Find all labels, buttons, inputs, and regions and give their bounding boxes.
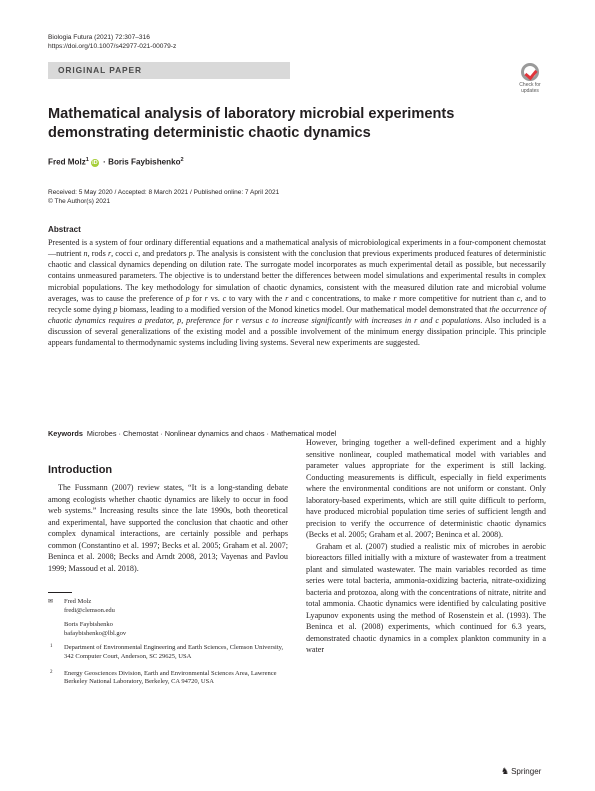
keywords-label: Keywords: [48, 429, 83, 438]
author-name[interactable]: Fred Molz: [48, 157, 86, 167]
affiliation-sup: 1: [85, 157, 89, 163]
affiliation-number: 2: [50, 669, 53, 675]
footnote-divider: [48, 592, 72, 593]
affiliation-2: [48, 670, 288, 687]
body-paragraph: However, bringing together a well-defined experiment and a highly sensitive nonlinear, coupled mathematical model with variables and parameter values appropriate for the experiment is still lacking. Conducting measurements is difficult, especially in field experiments where the environmental conditions are not uniform or constant. Only laboratory-based experiments, which are still quite difficult to perform, have produced microbial population time series of sufficient length and precision to verify the occurrence of deterministic chaotic dynamics (Becks et al. 2005; Graham et al. 2007; Beninca et al. 2008).: [306, 438, 546, 539]
affiliations: [48, 598, 288, 695]
check-updates-icon: [521, 63, 539, 81]
copyright-line: © The Author(s) 2021: [48, 198, 111, 205]
body-paragraph: Graham et al. (2007) studied a realistic mix of microbes in aerobic bioreactors filled initially with a mixture of wastewater from a treatment plant and simulated wastewater. The main variables recorded as time series were total bacteria, ammonia-oxidizing bacteria, nitrate-oxidizing bacteria and protozoa, along with the concentrations of nitrate, nitrite and total ammonia. Chaotic dynamics were identified by calculating positive Lyapunov exponents using the method of Rosenstein et al. (1993). The Beninca et al. (2008) experiments, which continued for 6.3 years, demonstrated chaotic dynamics in a complex plankton community in a water: [306, 541, 546, 654]
keywords-list: Microbes · Chemostat · Nonlinear dynamics and chaos · Mathematical model: [86, 429, 337, 438]
check-for-updates-badge[interactable]: [512, 63, 548, 101]
orcid-icon[interactable]: iD: [92, 159, 98, 166]
publisher-logo: [501, 766, 541, 777]
abstract-body: Presented is a system of four ordinary differential equations and a mathematical analysis of microbiological experiments in a four-component chemostat—nutrient n, rods r, cocci c, and predators p. The analysis is consistent with the conclusion that previous experiments produced features of deterministic chaotic and classical dynamics depending on dilution rate. The surrogate model incorporates as much experimental detail as possible, but necessarily contains unmeasured parameters. The objective is to understand better the differences between model simulations and experimental results in complex microbial populations. The key methodology for simulation of chaotic dynamics, consistent with the measured dilution rate and microbial volume averages, was to cause the preference of p for r vs. c to vary with the r and c concentrations, to make r more competitive for nutrient than c, and to recycle some dying p biomass, leading to a modified version of the Monod kinetics model. Our mathematical model demonstrated that the occurrence of chaotic dynamics requires a predator, p, preference for r versus c to increase significantly with increases in r and c populations. Also included is a discussion of several generalizations of the existing model and a possible involvement of the minimum energy dissipation principle. This principle appears fundamental to thermodynamic systems including living systems. Several new experiments are suggested.: [48, 238, 546, 348]
article-type-label: ORIGINAL PAPER: [58, 65, 142, 75]
springer-horse-icon: ♞: [501, 766, 510, 776]
envelope-icon: ✉: [48, 598, 54, 605]
body-column-left: [48, 482, 288, 574]
affiliation-number: 1: [50, 644, 53, 650]
check-updates-text: Check for updates: [519, 82, 541, 94]
journal-reference: Biologia Futura (2021) 72:307–316: [48, 34, 150, 41]
body-paragraph: The Fussmann (2007) review states, “It is a long-standing debate among ecologists whether chaotic dynamics are likely to occur in food web systems.” Increasing results since the late 1990s, both theoretical and experimental, have supported the conclusion that chaotic and other complex dynamical interactions, are certainly possible and perhaps common (Constantino et al. 1997; Becks et al. 2005; Graham et al. 2007; Beninca et al. 2008; Becks and Arndt 2008, 2013; Vayenas and Pavlou 1999; Massoud et al. 2018).: [48, 483, 288, 573]
abstract-key-finding: the occurrence of chaotic dynamics requires a predator, p, preference for r versus c to increase significantly with increases in r and c populations: [48, 304, 546, 326]
affiliation-text: Department of Environmental Engineering and Earth Sciences, Clemson University, 342 Computer Court, Anderson, SC 29625, USA: [64, 644, 284, 660]
abstract-heading: Abstract: [48, 225, 81, 234]
author-name[interactable]: Boris Faybishenko: [108, 157, 181, 167]
publisher-name: Springer: [511, 767, 542, 776]
affiliation-1: [48, 644, 288, 661]
contact-name: Fred Molz: [64, 598, 92, 605]
paper-title: Mathematical analysis of laboratory microbial experiments demonstrating deterministic chaotic dynamics: [48, 106, 455, 141]
contact-name: Boris Faybishenko: [64, 621, 113, 629]
contact-email[interactable]: fredi@clemson.edu: [64, 606, 115, 614]
corresponding-contacts: [48, 598, 288, 638]
section-heading-introduction: Introduction: [48, 464, 113, 476]
affiliation-text: Energy Geosciences Division, Earth and Environmental Sciences Area, Lawrence Berkeley National Laboratory, Berkeley, CA 94720, USA: [64, 669, 277, 686]
publication-dates: [48, 188, 279, 206]
doi-link[interactable]: https://doi.org/10.1007/s42977-021-00079-z: [48, 43, 177, 50]
body-column-right: [306, 437, 546, 656]
contact-email[interactable]: bafaybishenko@lbl.gov: [64, 629, 127, 637]
dates-line: Received: 5 May 2020 / Accepted: 8 March 2021 / Published online: 7 April 2021: [48, 189, 280, 196]
affiliation-sup: 2: [180, 157, 184, 163]
author-list: [48, 157, 184, 167]
author-separator: ·: [103, 157, 106, 167]
article-type-banner: [48, 62, 290, 79]
